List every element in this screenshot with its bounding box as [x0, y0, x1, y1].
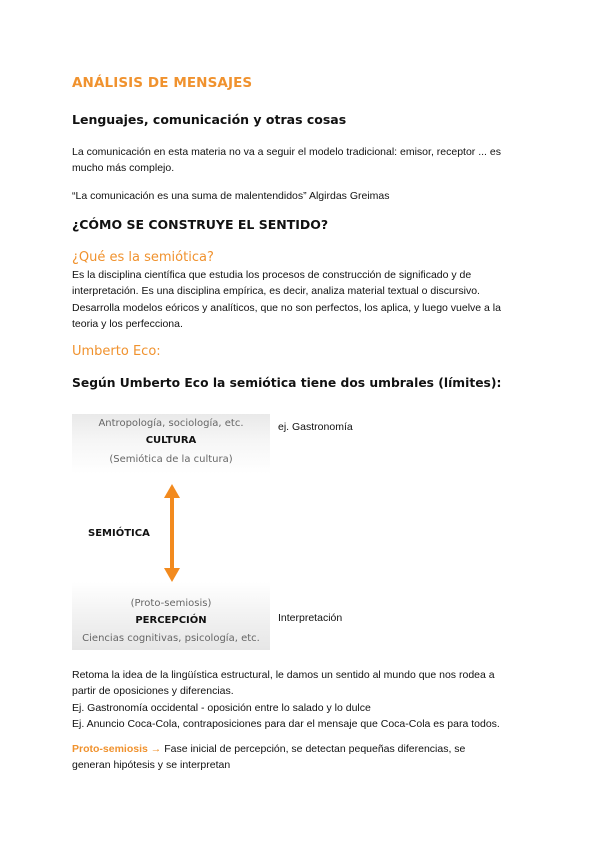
retoma-line: Retoma la idea de la lingüística estructural, le damos un sentido al mundo que nos rodea a [72, 669, 495, 681]
proto-text: Fase inicial de percepción, se detectan pequeñas diferencias, se [161, 743, 466, 755]
semiotica-heading: ¿Qué es la semiótica? [72, 250, 214, 265]
semiotica-definition [72, 267, 542, 332]
note-gastronomia: ej. Gastronomía [278, 421, 353, 433]
proto-semiosis-term: Proto-semiosis [72, 743, 148, 755]
intro-paragraph [72, 144, 542, 177]
intro-line: La comunicación en esta materia no va a seguir el modelo tradicional: emisor, receptor ... es [72, 146, 501, 158]
arrow-head-down [164, 568, 180, 582]
definition-line: teoria y los perfecciona. [72, 317, 183, 330]
umbrales-heading: Según Umberto Eco la semiótica tiene dos umbrales (límites): [72, 376, 502, 390]
double-arrow-icon [162, 484, 182, 582]
retoma-line: Ej. Anuncio Coca-Cola, contraposiciones para dar el mensaje que Coca-Cola es para todos. [72, 717, 500, 730]
definition-line: Es la disciplina científica que estudia los procesos de construcción de significado y de [72, 269, 472, 281]
culture-disciplines: Antropología, sociología, etc. [98, 418, 244, 429]
proto-line-2: generan hipótesis y se interpretan [72, 759, 231, 772]
proto-semiosis-definition [72, 741, 542, 774]
retoma-line: partir de oposiciones y diferencias. [72, 685, 234, 698]
culture-semiotics: (Semiótica de la cultura) [109, 454, 233, 465]
greimas-quote: “La comunicación es una suma de malentendidos” Algirdas Greimas [72, 190, 390, 202]
perception-label: PERCEPCIÓN [135, 615, 207, 626]
retoma-paragraph [72, 667, 542, 732]
document-title: ANÁLISIS DE MENSAJES [72, 75, 253, 91]
arrow-shaft [170, 496, 174, 570]
note-interpretacion: Interpretación [278, 612, 343, 624]
semiotica-label: SEMIÓTICA [88, 528, 150, 539]
intro-line: mucho más complejo. [72, 162, 175, 175]
perception-disciplines: Ciencias cognitivas, psicología, etc. [82, 633, 260, 644]
definition-line: interpretación. Es una disciplina empírica, es decir, analiza material textual o discursivo. [72, 285, 480, 298]
arrow-head-up [164, 484, 180, 498]
definition-line: Desarrolla modelos eóricos y analíticos, que no son perfectos, los aplica, y luego vuelve a la [72, 301, 501, 314]
right-arrow-icon: → [150, 743, 162, 755]
document-subtitle: Lenguajes, comunicación y otras cosas [72, 112, 347, 127]
semiotics-thresholds-diagram [72, 414, 270, 650]
retoma-line: Ej. Gastronomía occidental - oposición entre lo salado y lo dulce [72, 701, 371, 714]
eco-heading: Umberto Eco: [72, 344, 161, 359]
proto-semiosis-label: (Proto-semiosis) [130, 598, 212, 609]
proto-line-1 [72, 741, 542, 757]
culture-label: CULTURA [145, 435, 197, 446]
section-heading: ¿CÓMO SE CONSTRUYE EL SENTIDO? [72, 217, 329, 232]
